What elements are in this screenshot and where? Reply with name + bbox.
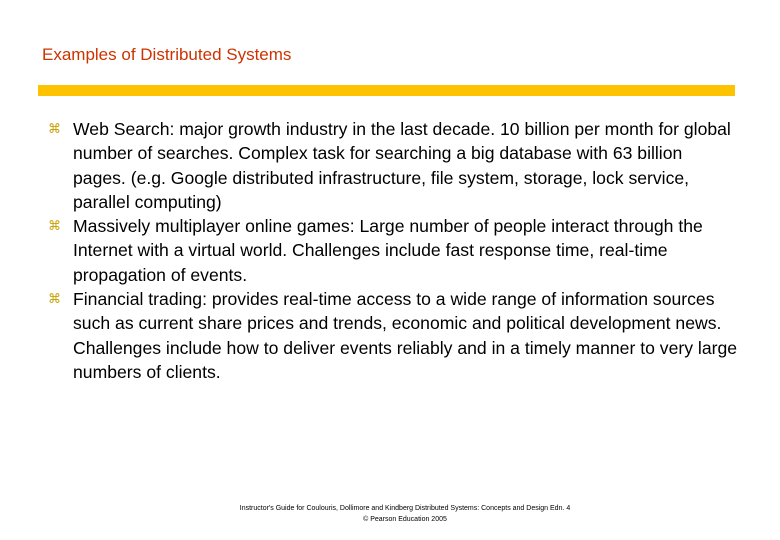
bullet-list <box>48 117 738 384</box>
bullet-text: Financial trading: provides real-time access to a wide range of information sources such as current share prices and trends, economic and political development news. Challenges include how to deliver events reliably and in a timely manner to very large numbers of clients. <box>73 289 738 382</box>
bullet-item-financial-trading <box>48 287 738 384</box>
command-key-bullet-icon: ⌘ <box>48 292 61 308</box>
footer-credit: Instructor's Guide for Coulouris, Dollimore and Kindberg Distributed Systems: Concepts and Design Edn. 4 <box>239 505 571 512</box>
command-key-bullet-icon: ⌘ <box>48 122 61 137</box>
footer <box>0 503 780 525</box>
bullet-item-web-search <box>48 117 738 214</box>
footer-copyright: © Pearson Education 2005 <box>363 516 447 523</box>
title-divider-bar <box>38 85 735 96</box>
bullet-text: Massively multiplayer online games: Large number of people interact through the Internet with a virtual world. Challenges include fast response time, real-time propagation of events. <box>73 216 703 285</box>
bullet-text: Web Search: major growth industry in the last decade. 10 billion per month for global number of searches. Complex task for searching a big database with 63 billion pages. (e.g. Google distributed infrastructure, file system, storage, lock service, parallel computing) <box>73 119 731 212</box>
slide-title: Examples of Distributed Systems <box>42 45 292 64</box>
command-key-bullet-icon: ⌘ <box>48 219 61 235</box>
bullet-item-online-games <box>48 214 738 287</box>
